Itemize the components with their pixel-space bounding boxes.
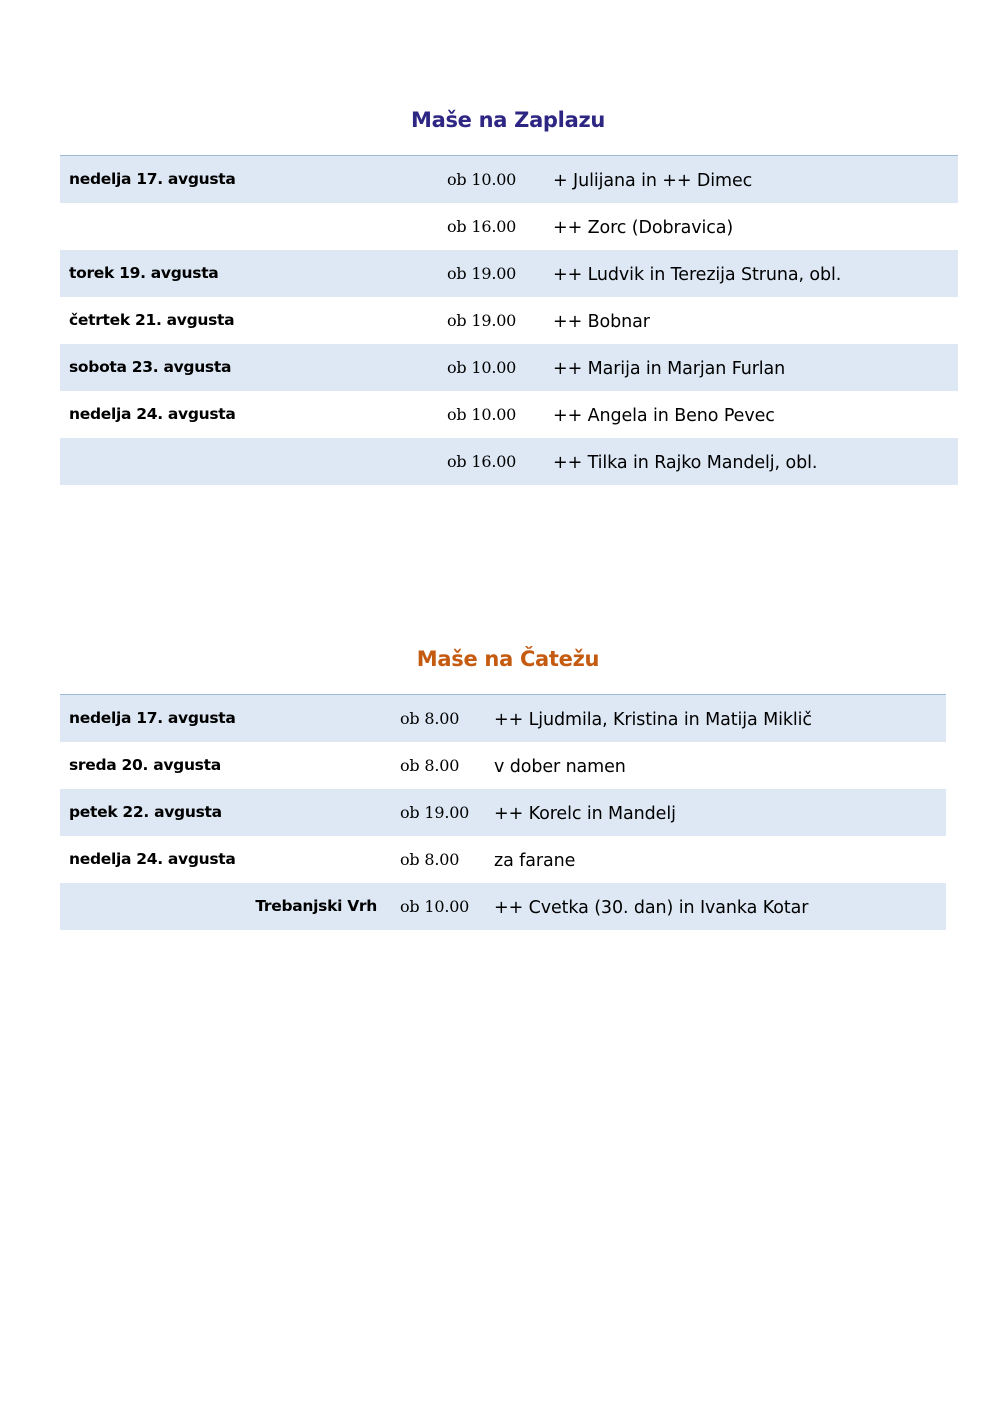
mass-time: ob 19.00 xyxy=(447,264,517,283)
mass-intention: ++ Zorc (Dobravica) xyxy=(553,218,734,238)
table-row xyxy=(60,695,946,742)
day-label: nedelja 17. avgusta xyxy=(69,709,236,727)
day-label: petek 22. avgusta xyxy=(69,803,222,821)
mass-time: ob 10.00 xyxy=(447,170,517,189)
mass-time: ob 16.00 xyxy=(447,217,517,236)
mass-intention: v dober namen xyxy=(494,757,626,777)
day-label: nedelja 24. avgusta xyxy=(69,850,236,868)
catez-schedule-table xyxy=(60,694,946,930)
mass-time: ob 19.00 xyxy=(447,311,517,330)
zaplaz-section-title: Maše na Zaplazu xyxy=(410,108,606,132)
mass-intention: ++ Korelc in Mandelj xyxy=(494,804,676,824)
table-row xyxy=(60,344,958,391)
table-row xyxy=(60,156,958,203)
catez-section-title: Maše na Čatežu xyxy=(416,647,600,671)
zaplaz-schedule-table xyxy=(60,155,958,485)
mass-time: ob 16.00 xyxy=(447,452,517,471)
table-row xyxy=(60,250,958,297)
mass-time: ob 19.00 xyxy=(400,803,470,822)
day-label: sobota 23. avgusta xyxy=(69,358,232,376)
mass-time: ob 8.00 xyxy=(400,756,460,775)
table-row xyxy=(60,883,946,930)
mass-intention: ++ Tilka in Rajko Mandelj, obl. xyxy=(553,453,818,473)
table-row xyxy=(60,742,946,789)
table-row xyxy=(60,836,946,883)
mass-intention: ++ Ludvik in Terezija Struna, obl. xyxy=(553,265,842,285)
mass-time: ob 8.00 xyxy=(400,850,460,869)
table-row xyxy=(60,438,958,485)
place-label: Trebanjski Vrh xyxy=(255,897,377,915)
table-row xyxy=(60,297,958,344)
day-label: sreda 20. avgusta xyxy=(69,756,221,774)
mass-intention: za farane xyxy=(494,851,576,871)
day-label: četrtek 21. avgusta xyxy=(69,311,235,329)
table-row xyxy=(60,203,958,250)
mass-intention: ++ Marija in Marjan Furlan xyxy=(553,359,786,379)
mass-intention: + Julijana in ++ Dimec xyxy=(553,171,753,191)
table-row xyxy=(60,391,958,438)
mass-time: ob 8.00 xyxy=(400,709,460,728)
day-label: torek 19. avgusta xyxy=(69,264,219,282)
day-label: nedelja 24. avgusta xyxy=(69,405,236,423)
mass-time: ob 10.00 xyxy=(400,897,470,916)
mass-time: ob 10.00 xyxy=(447,358,517,377)
mass-intention: ++ Bobnar xyxy=(553,312,650,332)
mass-intention: ++ Angela in Beno Pevec xyxy=(553,406,775,426)
mass-intention: ++ Cvetka (30. dan) in Ivanka Kotar xyxy=(494,898,809,918)
mass-intention: ++ Ljudmila, Kristina in Matija Miklič xyxy=(494,710,812,730)
day-label: nedelja 17. avgusta xyxy=(69,170,236,188)
mass-time: ob 10.00 xyxy=(447,405,517,424)
table-row xyxy=(60,789,946,836)
